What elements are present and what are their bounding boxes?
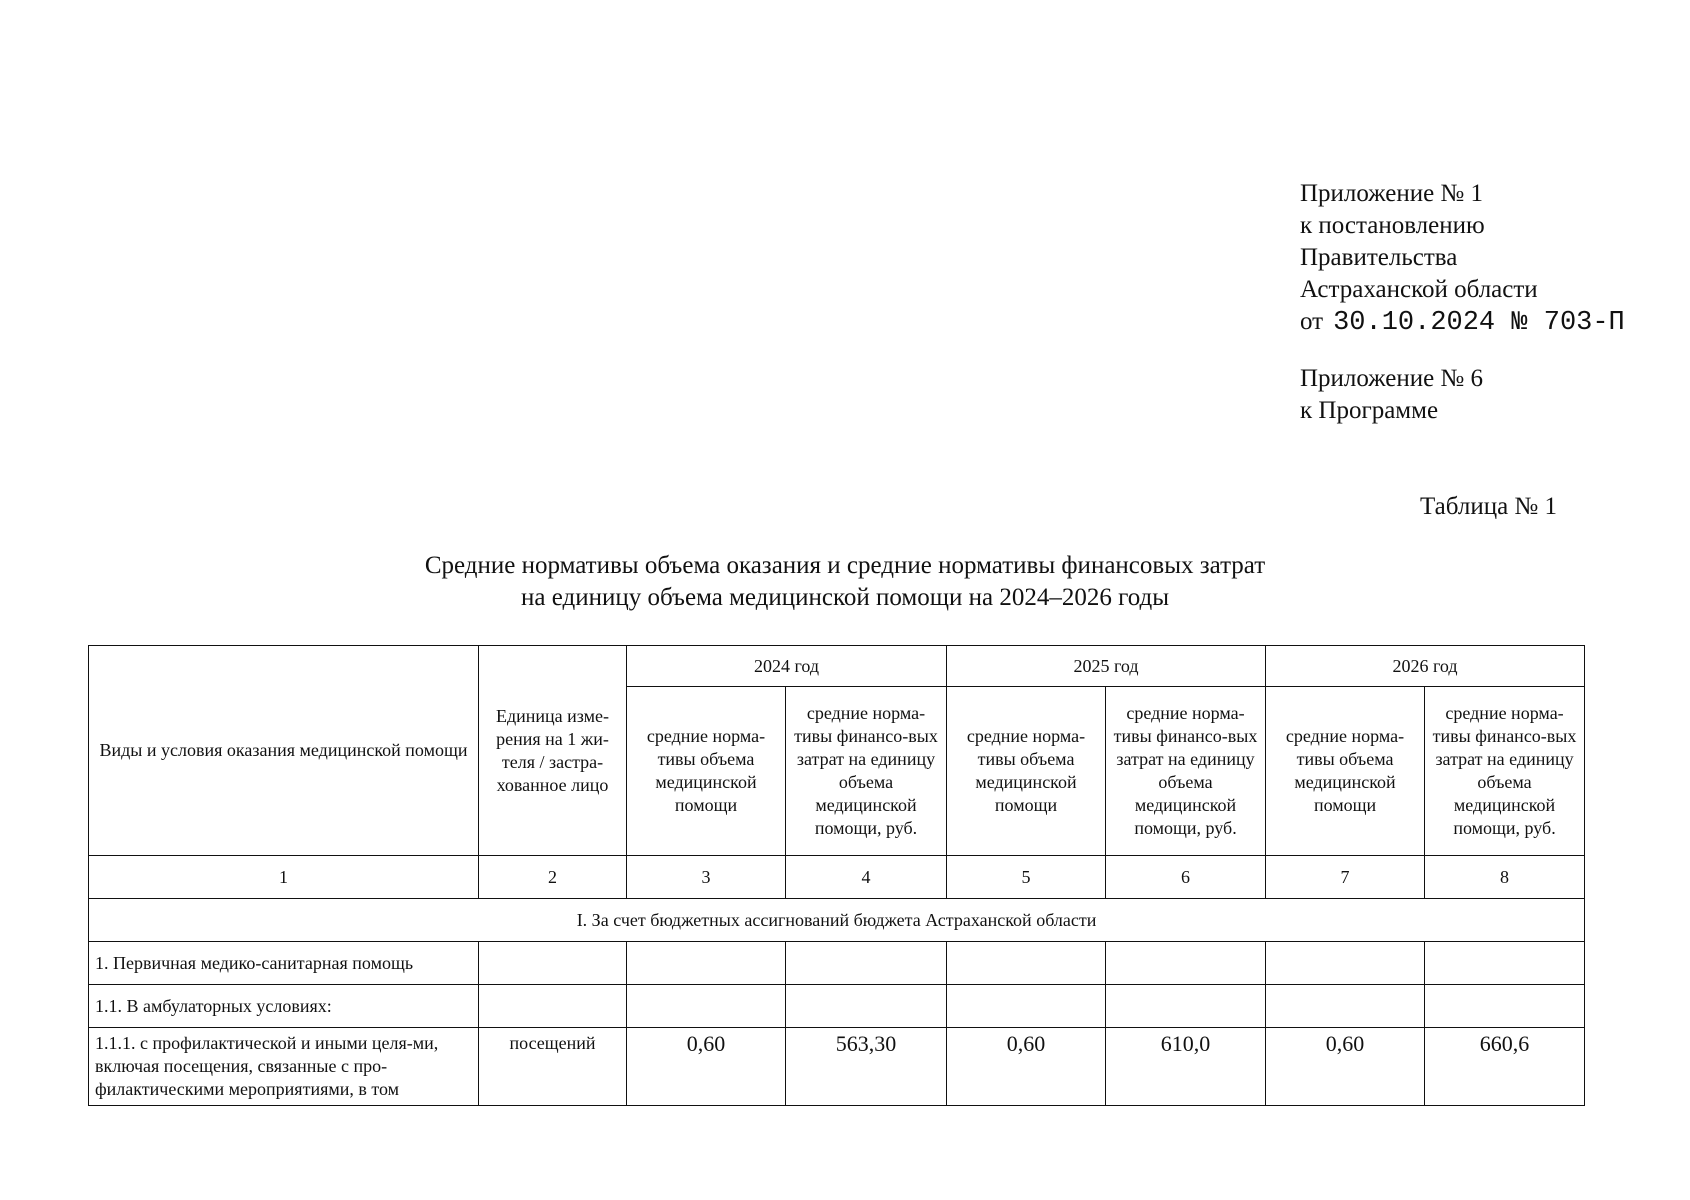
row-name: 1. Первичная медико-санитарная помощь xyxy=(89,942,479,985)
document-title xyxy=(250,550,1440,614)
section-title: I. За счет бюджетных ассигнований бюджета Астраханской области xyxy=(89,899,1585,942)
table-row xyxy=(89,985,1585,1028)
norms-table xyxy=(88,645,1585,1106)
row-volume-2024 xyxy=(627,985,786,1028)
column-number: 3 xyxy=(627,856,786,899)
appendix-line: к постановлению xyxy=(1300,212,1485,239)
header-year-2024: 2024 год xyxy=(627,646,947,687)
table-label: Таблица № 1 xyxy=(1420,493,1558,520)
title-line: на единицу объема медицинской помощи на 2024–2026 годы xyxy=(520,584,1170,611)
header-year-2025: 2025 год xyxy=(947,646,1266,687)
appendix-date-line xyxy=(1300,306,1625,339)
header-cost: средние норма-тивы финансо-вых затрат на единицу объема медицинской помощи, руб. xyxy=(1425,687,1585,856)
column-number: 8 xyxy=(1425,856,1585,899)
row-volume-2025 xyxy=(947,985,1106,1028)
row-unit: посещений xyxy=(479,1028,627,1106)
row-cost-2026 xyxy=(1425,985,1585,1028)
row-volume-2024: 0,60 xyxy=(627,1028,786,1106)
title-line: Средние нормативы объема оказания и средние нормативы финансовых затрат xyxy=(424,552,1266,579)
row-name: 1.1.1. с профилактической и иными целя-ми, включая посещения, связанные с про-филактическими мероприятиями, в том xyxy=(89,1028,479,1106)
row-volume-2026: 0,60 xyxy=(1266,1028,1425,1106)
appendix-line: Приложение № 6 xyxy=(1300,365,1484,392)
appendix-line: Астраханской области xyxy=(1300,276,1538,303)
row-unit xyxy=(479,985,627,1028)
row-cost-2025 xyxy=(1106,985,1266,1028)
row-volume-2025: 0,60 xyxy=(947,1028,1106,1106)
row-volume-2026 xyxy=(1266,942,1425,985)
row-volume-2024 xyxy=(627,942,786,985)
table-row xyxy=(89,942,1585,985)
header-unit: Единица изме-рения на 1 жи-теля / застра-хованное лицо xyxy=(479,646,627,856)
from-label: от xyxy=(1300,308,1324,335)
header-cost: средние норма-тивы финансо-вых затрат на единицу объема медицинской помощи, руб. xyxy=(1106,687,1266,856)
appendix-block xyxy=(1300,178,1625,427)
row-cost-2026 xyxy=(1425,942,1585,985)
row-volume-2025 xyxy=(947,942,1106,985)
row-cost-2024: 563,30 xyxy=(786,1028,947,1106)
row-unit xyxy=(479,942,627,985)
resolution-date-number: 30.10.2024 № 703-П xyxy=(1333,308,1625,338)
header-year-2026: 2026 год xyxy=(1266,646,1585,687)
row-cost-2026: 660,6 xyxy=(1425,1028,1585,1106)
row-cost-2025 xyxy=(1106,942,1266,985)
appendix-line: Приложение № 1 xyxy=(1300,180,1484,207)
appendix-line: к Программе xyxy=(1300,397,1439,424)
column-number: 5 xyxy=(947,856,1106,899)
column-number: 4 xyxy=(786,856,947,899)
header-volume: средние норма-тивы объема медицинской помощи xyxy=(627,687,786,856)
table-row xyxy=(89,1028,1585,1106)
column-number: 6 xyxy=(1106,856,1266,899)
row-cost-2024 xyxy=(786,985,947,1028)
column-number: 1 xyxy=(89,856,479,899)
column-numbers-row xyxy=(89,856,1585,899)
section-row xyxy=(89,899,1585,942)
header-volume: средние норма-тивы объема медицинской помощи xyxy=(947,687,1106,856)
appendix-line: Правительства xyxy=(1300,244,1458,271)
row-name: 1.1. В амбулаторных условиях: xyxy=(89,985,479,1028)
header-cost: средние норма-тивы финансо-вых затрат на единицу объема медицинской помощи, руб. xyxy=(786,687,947,856)
row-volume-2026 xyxy=(1266,985,1425,1028)
column-number: 7 xyxy=(1266,856,1425,899)
row-cost-2025: 610,0 xyxy=(1106,1028,1266,1106)
header-type-conditions: Виды и условия оказания медицинской помощи xyxy=(89,646,479,856)
header-volume: средние норма-тивы объема медицинской помощи xyxy=(1266,687,1425,856)
row-cost-2024 xyxy=(786,942,947,985)
header-row-years xyxy=(89,646,1585,687)
column-number: 2 xyxy=(479,856,627,899)
